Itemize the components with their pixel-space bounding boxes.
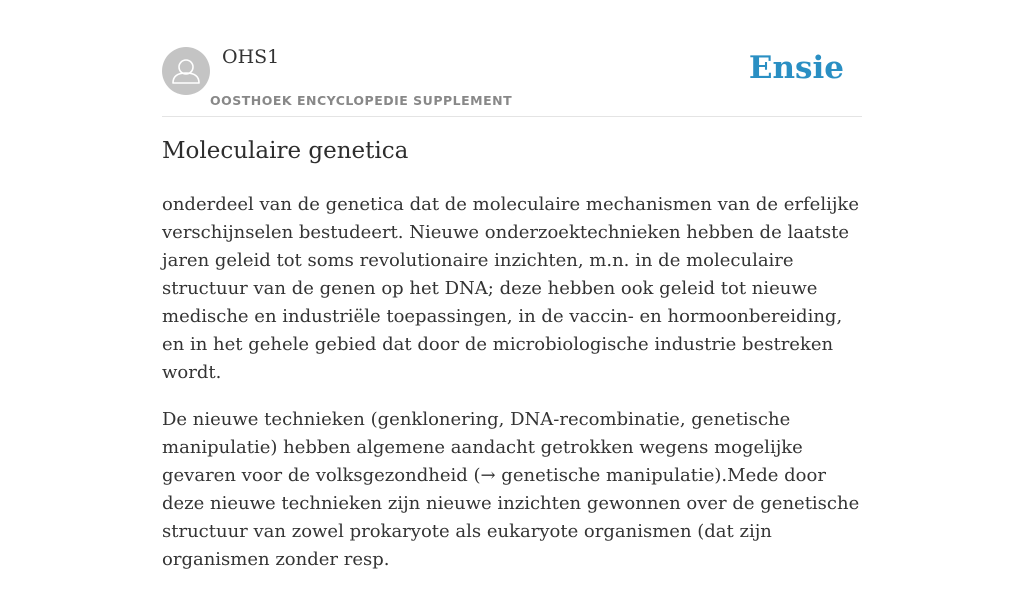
article-body	[162, 191, 862, 593]
paragraph: onderdeel van de genetica dat de moleculaire mechanismen van de erfelijke verschijnselen bestudeert. Nieuwe onderzoektechnieken hebben de laatste jaren geleid tot soms revolutionaire inzichten, m.n. in de moleculaire structuur van de genen op het DNA; deze hebben ook geleid tot nieuwe medische en industriële toepassingen, in de vaccin- en hormoonbereiding, en in het gehele gebied dat door de microbiologische industrie bestreken wordt.	[162, 194, 859, 383]
ensie-logo[interactable]: Ensie	[748, 50, 844, 86]
page-title: Moleculaire genetica	[162, 138, 409, 164]
user-icon	[162, 47, 210, 95]
article-header	[162, 46, 862, 117]
paragraph: De nieuwe technieken (genklonering, DNA-recombinatie, genetische manipulatie) hebben algemene aandacht getrokken wegens mogelijke gevaren voor de volksgezondheid (→ genetische manipulatie).Mede door deze nieuwe technieken zijn nieuwe inzichten gewonnen over de genetische structuur van zowel prokaryote als eukaryote organismen (dat zijn organismen zonder resp.	[162, 409, 860, 570]
source-label[interactable]: OOSTHOEK ENCYCLOPEDIE SUPPLEMENT	[210, 93, 513, 108]
author-name[interactable]: OHS1	[222, 46, 280, 68]
author-avatar[interactable]	[162, 47, 210, 95]
